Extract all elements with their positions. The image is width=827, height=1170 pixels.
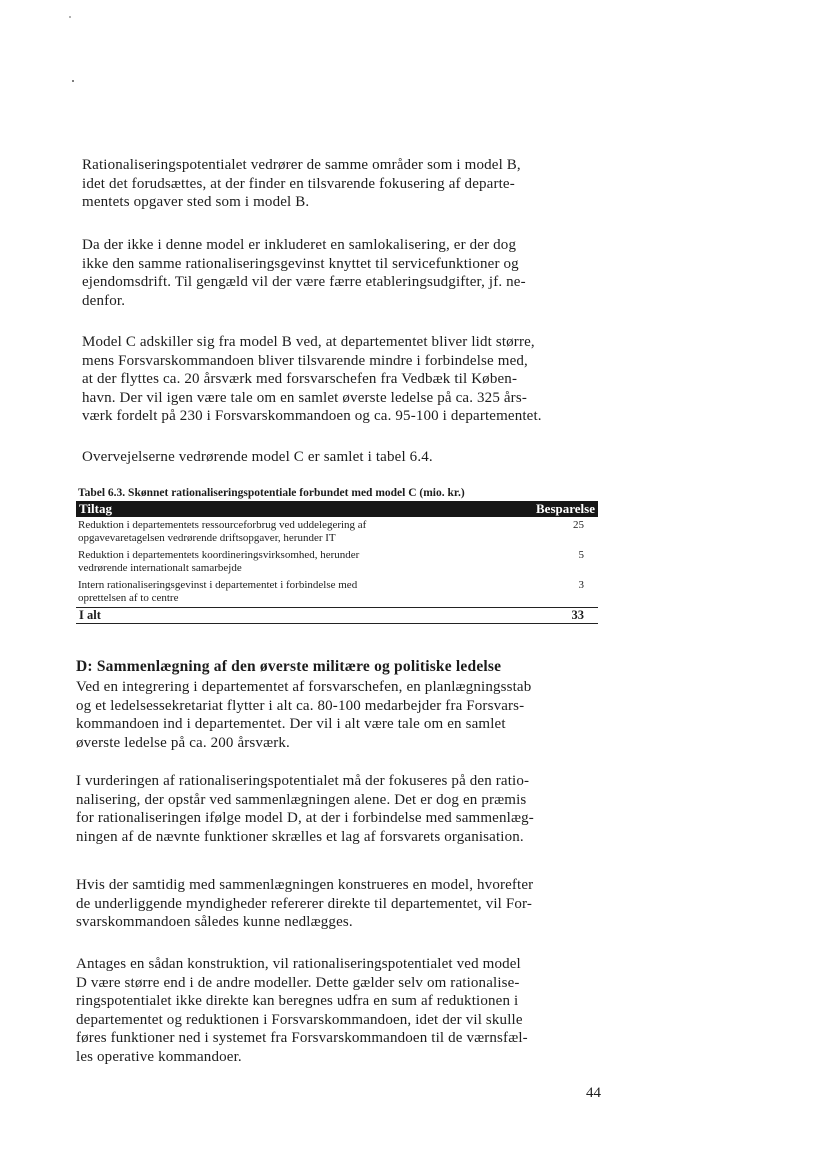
paragraph-table-reference: Overvejelserne vedrørende model C er samlet i tabel 6.4. — [82, 449, 433, 465]
savings-table — [76, 501, 598, 624]
total-label: I alt — [76, 608, 522, 624]
table-row — [76, 577, 598, 608]
paragraph-colocation: Da der ikke i denne model er inkluderet en samlokalisering, er der dog ikke den samme rationaliseringsgevinst knyttet til servicefunktioner og ejendomsdrift. Til gengæld vil der være færre etableringsudgifter, jf. ne- denfor. — [82, 237, 526, 309]
paragraph-model-c-difference: Model C adskiller sig fra model B ved, at departementet bliver lidt større, mens Forsvarskommandoen bliver tilsvarende mindre i forbindelse med, at der flyttes ca. 20 årsværk med forsvarschefen fra Vedbæk til Køben- havn. Der vil igen være tale om en samlet øverste ledelse på ca. 325 års- værk fordelt på 230 i Forsvarskommandoen og ca. 95-100 i departementet. — [82, 334, 542, 424]
row-label: Reduktion i departementets ressourceforbrug ved uddelegering af opgavevaretagelsen vedrørende driftsopgaver, herunder IT — [78, 519, 367, 544]
table-total-row — [76, 608, 598, 624]
paragraph-direct-reporting: Hvis der samtidig med sammenlægningen konstrueres en model, hvorefter de underliggende myndigheder refererer direkte til departementet, vil For- svarskommandoen således kunne nedlægges. — [76, 877, 534, 930]
page-number: 44 — [586, 1085, 601, 1101]
scan-speck — [69, 16, 71, 18]
header-tiltag: Tiltag — [76, 501, 522, 517]
row-label: Reduktion i departementets koordineringsvirksomhed, herunder vedrørende internationalt samarbejde — [78, 549, 360, 574]
paragraph-rationalization-model-c: Rationaliseringspotentialet vedrører de samme områder som i model B, idet det forudsættes, at der finder en tilsvarende fokusering af departe- mentets opgaver sted som i model B. — [82, 157, 521, 210]
paragraph-assessment: I vurderingen af rationaliseringspotentialet må der fokuseres på den ratio- nalisering, der opstår ved sammenlægningen alene. Det er dog en præmis for rationaliseringen ifølge model D, at der i forbindelse med sammenlæg- ningen af de nævnte funktioner skrælles et lag af forsvarets organisation. — [76, 773, 534, 845]
table-row — [76, 517, 598, 547]
savings-table-block — [76, 486, 598, 624]
total-value: 33 — [522, 608, 598, 624]
row-label: Intern rationaliseringsgevinst i departementet i forbindelse med oprettelsen af to centre — [78, 579, 358, 604]
row-value: 5 — [578, 549, 584, 561]
row-value: 3 — [578, 579, 584, 591]
table-header-row — [76, 501, 598, 517]
table-caption: Tabel 6.3. Skønnet rationaliseringspotentiale forbundet med model C (mio. kr.) — [78, 487, 465, 499]
section-d-heading: D: Sammenlægning af den øverste militære og politiske ledelse — [76, 658, 502, 675]
table-row — [76, 547, 598, 577]
row-value: 25 — [573, 519, 584, 531]
paragraph-construction: Antages en sådan konstruktion, vil rationaliseringspotentialet ved model D være større end i de andre modeller. Dette gælder selv om rationalise- ringspotentialet ikke direkte kan beregnes udfra en sum af reduktionen i departementet og reduktionen i Forsvarskommandoen, idet der vil skulle føres funktioner ned i systemet fra Forsvarskommandoen til de værnsfæl- les operative kommandoer. — [76, 956, 528, 1065]
header-besparelse: Besparelse — [522, 501, 598, 517]
paragraph-integration: Ved en integrering i departementet af forsvarschefen, en planlægningsstab og et ledelsessekretariat flytter i alt ca. 80-100 medarbejder fra Forsvars- kommandoen ind i departementet. Der vil i alt være tale om en samlet øverste ledelse på ca. 200 årsværk. — [76, 679, 532, 751]
scan-speck — [72, 80, 74, 82]
